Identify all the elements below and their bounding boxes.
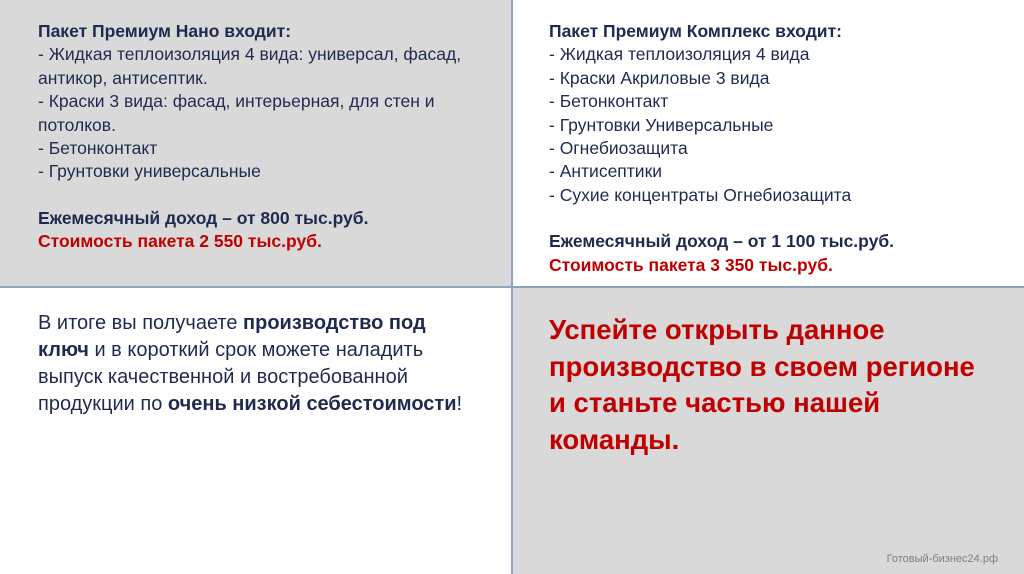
nano-price: Стоимость пакета 2 550 тыс.руб. — [38, 231, 322, 252]
summary-part: В итоге вы получаете — [38, 312, 244, 334]
summary-emphasis: производство под ключ — [38, 312, 426, 361]
nano-title: Пакет Премиум Нано входит: — [38, 21, 292, 41]
complex-item: - Огнебиозащита — [549, 138, 688, 159]
call-to-action: Успейте открыть данное производство в своем регионе и станьте частью нашей команды. — [549, 314, 975, 455]
nano-item: - Грунтовки универсальные — [38, 161, 261, 182]
complex-title: Пакет Премиум Комплекс входит: — [549, 21, 842, 41]
summary-emphasis: очень низкой себестоимости — [167, 393, 457, 415]
complex-item: - Антисептики — [549, 161, 662, 182]
horizontal-divider — [0, 286, 1024, 288]
complex-item: - Бетонконтакт — [549, 91, 669, 112]
summary-part: ! — [456, 393, 463, 415]
complex-item: - Краски Акриловые 3 вида — [549, 67, 770, 88]
nano-item: - Жидкая теплоизоляция 4 вида: универсал, фасад, антикор, антисептик. — [38, 44, 462, 88]
nano-income: Ежемесячный доход – от 800 тыс.руб. — [38, 207, 369, 228]
spacer — [38, 184, 488, 207]
footer-site-name: Готовый-бизнес24.рф — [886, 553, 998, 565]
premium-nano-package — [38, 20, 488, 254]
complex-price: Стоимость пакета 3 350 тыс.руб. — [549, 254, 833, 275]
nano-item: - Краски 3 вида: фасад, интерьерная, для стен и потолков. — [38, 91, 435, 135]
complex-item: - Жидкая теплоизоляция 4 вида — [549, 44, 810, 65]
complex-item: - Сухие концентраты Огнебиозащита — [549, 184, 852, 205]
complex-item: - Грунтовки Универсальные — [549, 114, 774, 135]
summary-part: и в короткий срок можете наладить выпуск качественной и востребованной продукции по — [38, 339, 424, 415]
nano-item: - Бетонконтакт — [38, 138, 158, 159]
spacer — [549, 207, 999, 230]
summary-text — [38, 310, 478, 418]
complex-income: Ежемесячный доход – от 1 100 тыс.руб. — [549, 231, 895, 252]
premium-complex-package — [549, 20, 999, 277]
